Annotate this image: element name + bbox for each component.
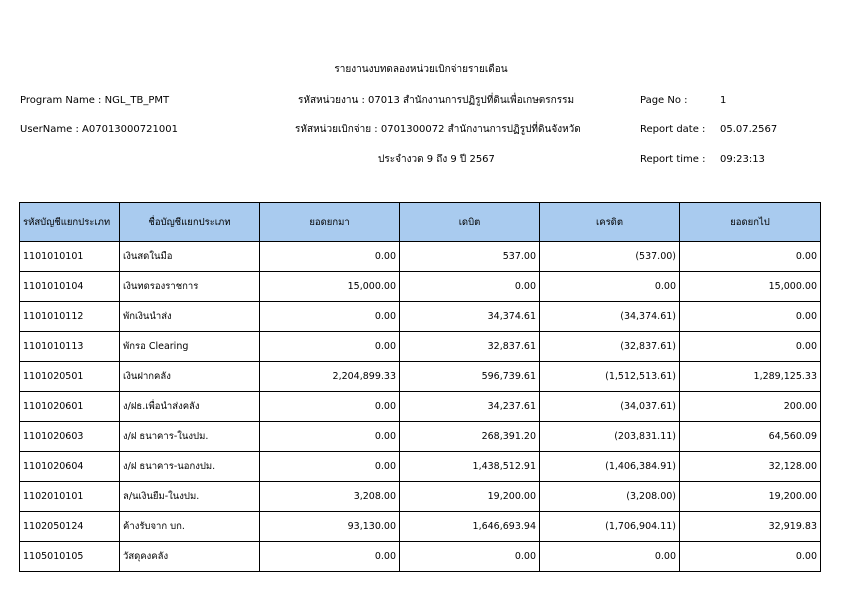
cell-closing-balance: 0.00 <box>680 542 821 572</box>
trial-balance-table <box>19 202 821 572</box>
cell-closing-balance: 0.00 <box>680 302 821 332</box>
table-row <box>20 242 821 272</box>
cell-closing-balance: 32,128.00 <box>680 452 821 482</box>
cell-credit: (34,374.61) <box>540 302 680 332</box>
report-title: รายงานงบทดลองหน่วยเบิกจ่ายรายเดือน <box>334 64 508 75</box>
cell-credit: (1,706,904.11) <box>540 512 680 542</box>
table-row <box>20 362 821 392</box>
cell-debit: 596,739.61 <box>400 362 540 392</box>
cell-account-name: ง/ฝ ธนาคาร-ในงปม. <box>120 422 260 452</box>
report-time-label: Report time : <box>640 154 706 165</box>
cell-closing-balance: 19,200.00 <box>680 482 821 512</box>
cell-debit: 19,200.00 <box>400 482 540 512</box>
cell-account-name: เงินสดในมือ <box>120 242 260 272</box>
cell-credit: (1,512,513.61) <box>540 362 680 392</box>
cell-closing-balance: 1,289,125.33 <box>680 362 821 392</box>
cell-account-code: 1101010104 <box>20 272 120 302</box>
header-credit: เครดิต <box>540 203 680 242</box>
cell-account-code: 1101020603 <box>20 422 120 452</box>
report-date-label: Report date : <box>640 124 706 135</box>
cell-credit: (537.00) <box>540 242 680 272</box>
cell-account-code: 1101020604 <box>20 452 120 482</box>
table-row <box>20 302 821 332</box>
cell-credit: 0.00 <box>540 272 680 302</box>
cell-debit: 1,438,512.91 <box>400 452 540 482</box>
cell-debit: 268,391.20 <box>400 422 540 452</box>
table-row <box>20 272 821 302</box>
table-row <box>20 332 821 362</box>
cell-credit: (34,037.61) <box>540 392 680 422</box>
cell-opening-balance: 15,000.00 <box>260 272 400 302</box>
cell-opening-balance: 0.00 <box>260 332 400 362</box>
cell-closing-balance: 0.00 <box>680 242 821 272</box>
cell-account-code: 1102010101 <box>20 482 120 512</box>
header-debit: เดบิต <box>400 203 540 242</box>
cell-account-code: 1101020501 <box>20 362 120 392</box>
cell-account-name: ล/นเงินยืม-ในงปม. <box>120 482 260 512</box>
cell-opening-balance: 0.00 <box>260 542 400 572</box>
cell-credit: 0.00 <box>540 542 680 572</box>
header-opening-balance: ยอดยกมา <box>260 203 400 242</box>
cell-account-code: 1102050124 <box>20 512 120 542</box>
cell-account-name: ค้างรับจาก บก. <box>120 512 260 542</box>
cell-opening-balance: 0.00 <box>260 302 400 332</box>
cell-closing-balance: 32,919.83 <box>680 512 821 542</box>
cell-credit: (1,406,384.91) <box>540 452 680 482</box>
cell-debit: 537.00 <box>400 242 540 272</box>
cell-debit: 0.00 <box>400 542 540 572</box>
cell-account-name: วัสดุคงคลัง <box>120 542 260 572</box>
cell-account-name: เงินฝากคลัง <box>120 362 260 392</box>
disbursing-unit: รหัสหน่วยเบิกจ่าย : 0701300072 สำนักงานการปฏิรูปที่ดินจังหวัด <box>295 124 581 135</box>
table-row <box>20 422 821 452</box>
page-number: 1 <box>720 95 727 106</box>
cell-account-name: ง/ฝธ.เพื่อนำส่งคลัง <box>120 392 260 422</box>
cell-opening-balance: 2,204,899.33 <box>260 362 400 392</box>
cell-account-code: 1101010112 <box>20 302 120 332</box>
table-row <box>20 452 821 482</box>
cell-opening-balance: 93,130.00 <box>260 512 400 542</box>
cell-account-code: 1101020601 <box>20 392 120 422</box>
cell-account-code: 1101010101 <box>20 242 120 272</box>
cell-credit: (3,208.00) <box>540 482 680 512</box>
page-label: Page No : <box>640 95 688 106</box>
cell-closing-balance: 15,000.00 <box>680 272 821 302</box>
user-name: UserName : A07013000721001 <box>20 124 178 135</box>
cell-account-code: 1101010113 <box>20 332 120 362</box>
table-row <box>20 392 821 422</box>
cell-opening-balance: 0.00 <box>260 422 400 452</box>
cell-credit: (32,837.61) <box>540 332 680 362</box>
cell-opening-balance: 3,208.00 <box>260 482 400 512</box>
report-date: 05.07.2567 <box>720 124 778 135</box>
table-row <box>20 482 821 512</box>
cell-account-name: พักรอ Clearing <box>120 332 260 362</box>
cell-debit: 34,374.61 <box>400 302 540 332</box>
cell-debit: 0.00 <box>400 272 540 302</box>
cell-account-name: พักเงินนำส่ง <box>120 302 260 332</box>
cell-closing-balance: 0.00 <box>680 332 821 362</box>
cell-debit: 1,646,693.94 <box>400 512 540 542</box>
table-header-row <box>20 203 821 242</box>
header-closing-balance: ยอดยกไป <box>680 203 821 242</box>
cell-opening-balance: 0.00 <box>260 392 400 422</box>
cell-closing-balance: 64,560.09 <box>680 422 821 452</box>
cell-opening-balance: 0.00 <box>260 242 400 272</box>
cell-account-name: เงินทดรองราชการ <box>120 272 260 302</box>
cell-account-code: 1105010105 <box>20 542 120 572</box>
cell-debit: 32,837.61 <box>400 332 540 362</box>
cell-closing-balance: 200.00 <box>680 392 821 422</box>
report-period: ประจำงวด 9 ถึง 9 ปี 2567 <box>378 154 495 165</box>
agency-code: รหัสหน่วยงาน : 07013 สำนักงานการปฏิรูปที่ดินเพื่อเกษตรกรรม <box>298 95 575 106</box>
cell-opening-balance: 0.00 <box>260 452 400 482</box>
table-row <box>20 542 821 572</box>
table-row <box>20 512 821 542</box>
cell-debit: 34,237.61 <box>400 392 540 422</box>
cell-account-name: ง/ฝ ธนาคาร-นอกงปม. <box>120 452 260 482</box>
report-time: 09:23:13 <box>720 154 765 165</box>
program-name: Program Name : NGL_TB_PMT <box>20 95 170 106</box>
header-account-name: ชื่อบัญชีแยกประเภท <box>120 203 260 242</box>
cell-credit: (203,831.11) <box>540 422 680 452</box>
header-account-code: รหัสบัญชีแยกประเภท <box>20 203 120 242</box>
